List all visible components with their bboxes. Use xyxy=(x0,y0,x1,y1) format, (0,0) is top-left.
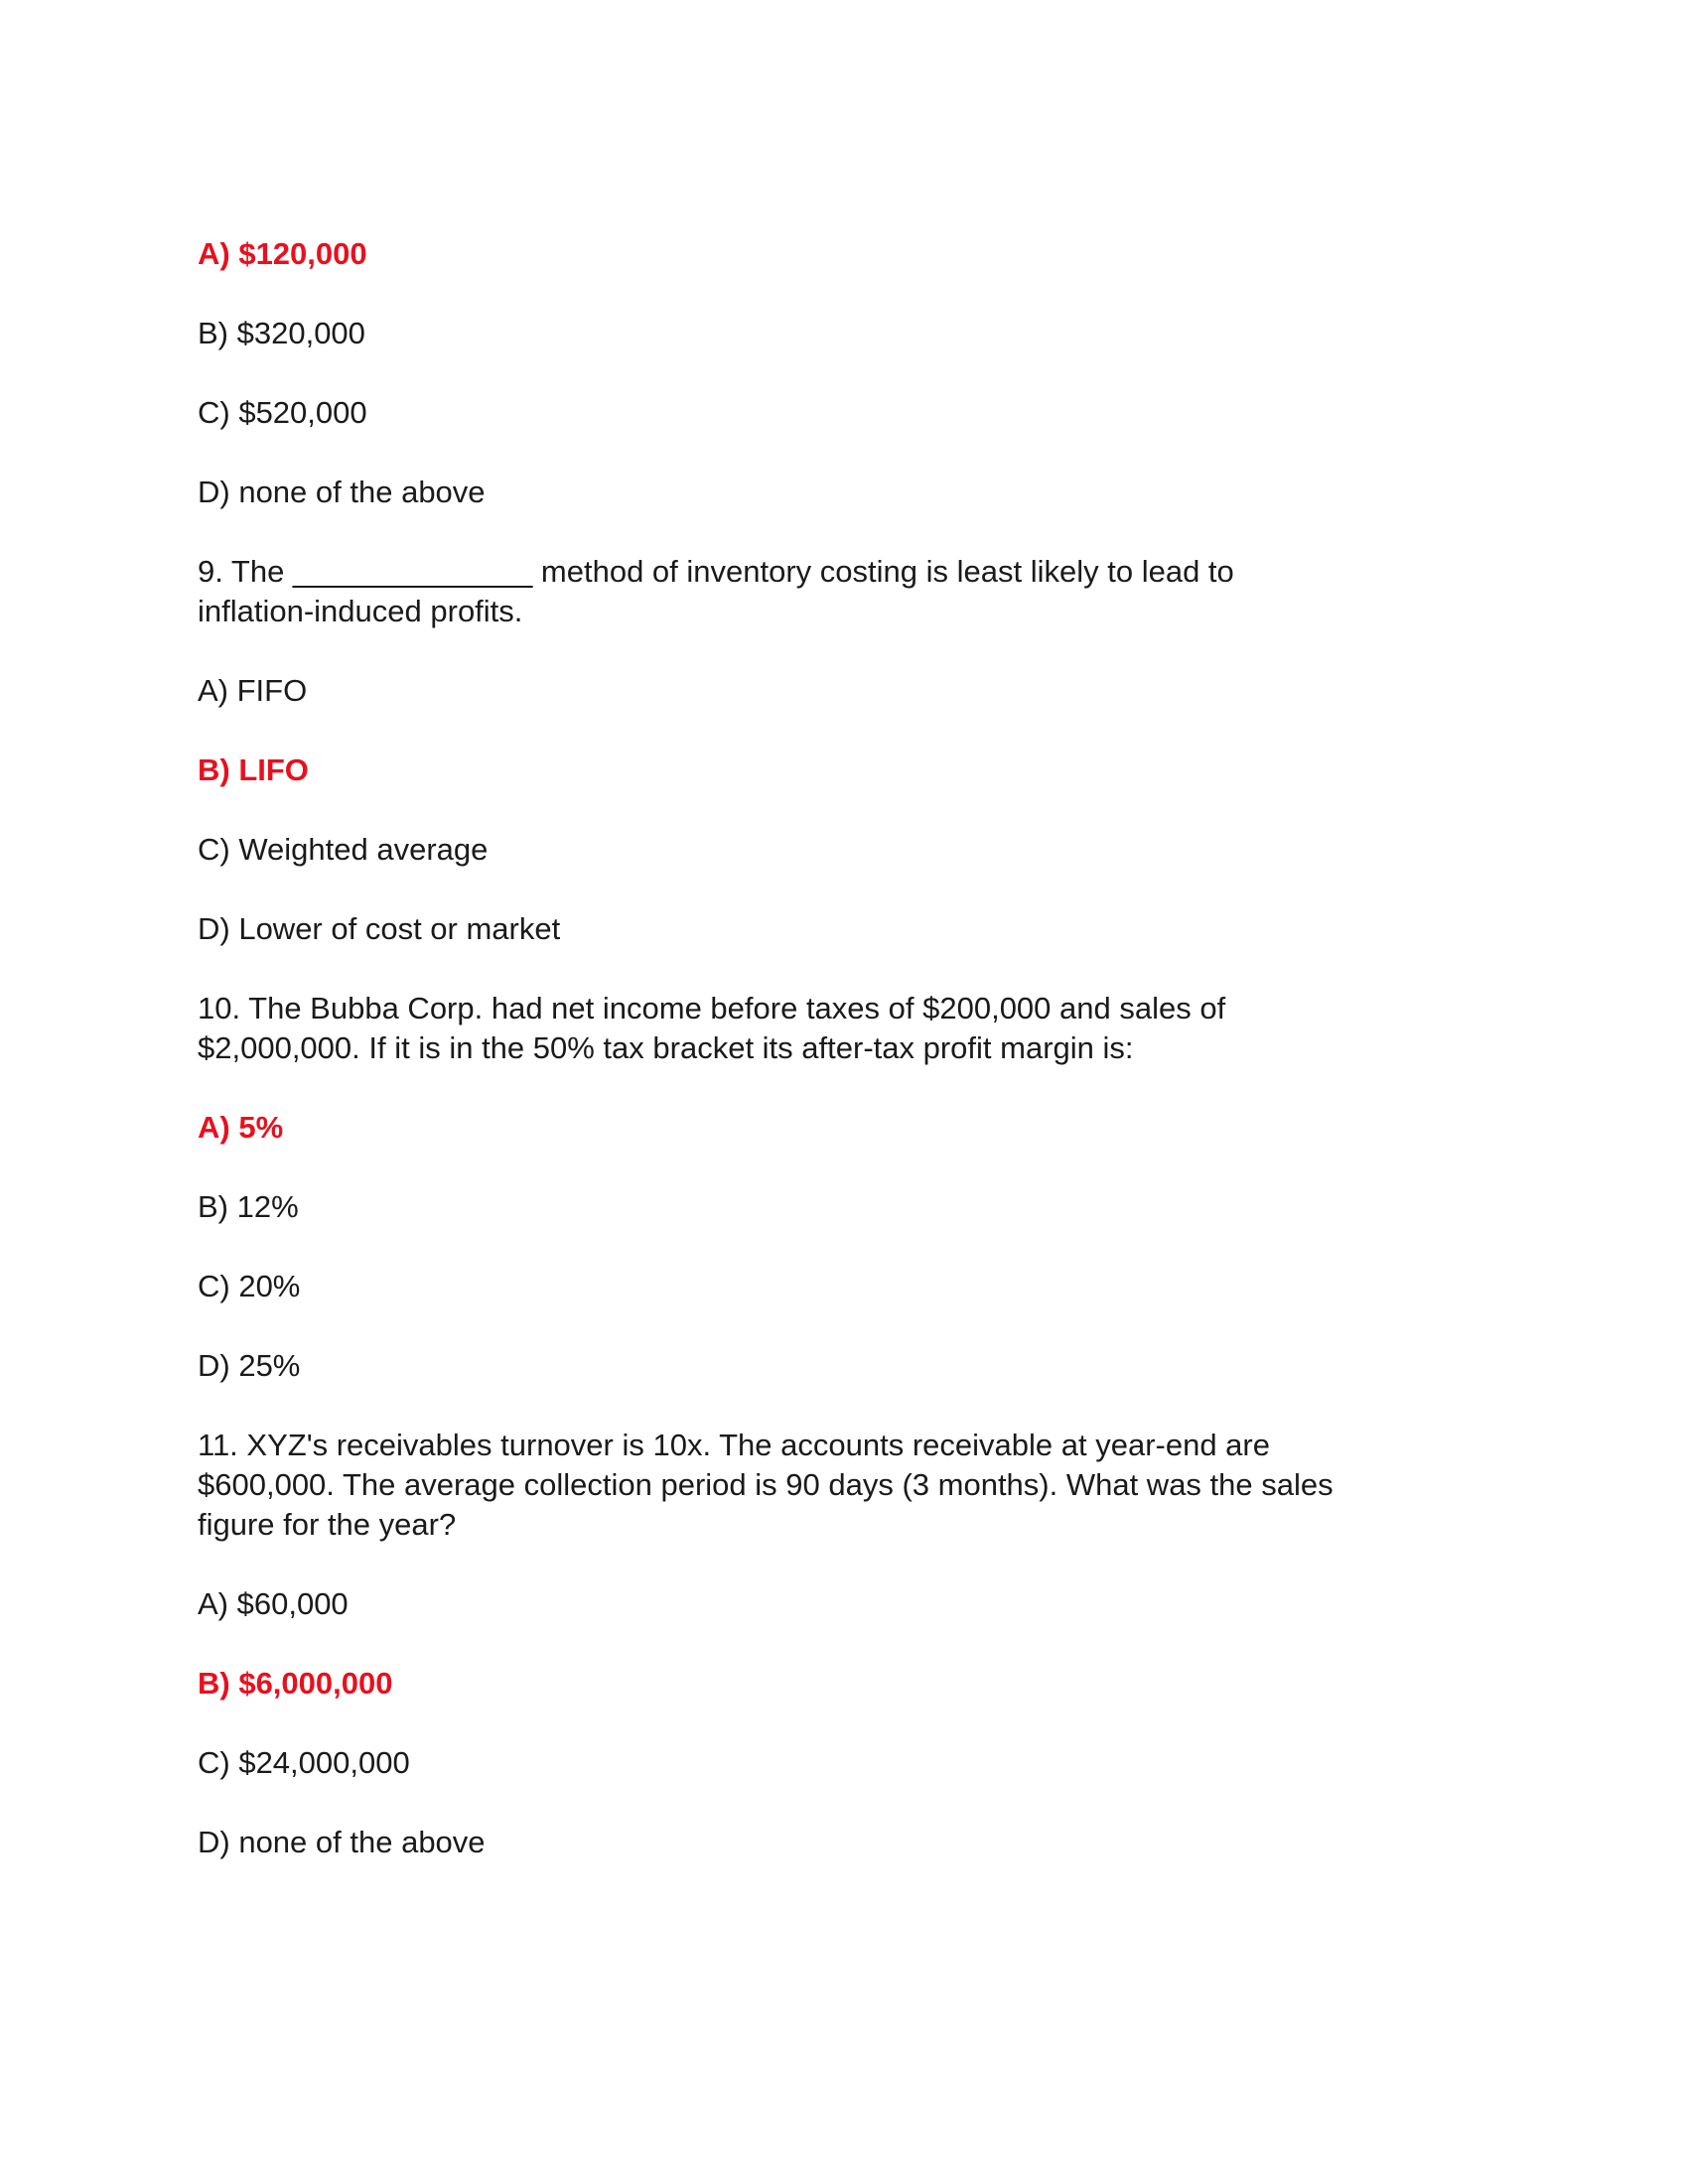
q10-option-b: B) 12% xyxy=(198,1189,299,1224)
q10-option-c: C) 20% xyxy=(198,1269,301,1303)
q9-question-line-1: 9. The ______________ method of inventory costing is least likely to lead to xyxy=(198,554,1234,589)
q9-option-d: D) Lower of cost or market xyxy=(198,911,561,946)
q8-option-c: C) $520,000 xyxy=(198,395,367,430)
q10-question-line-2: $2,000,000. If it is in the 50% tax bracket its after-tax profit margin is: xyxy=(198,1030,1134,1065)
q11-question-line-3: figure for the year? xyxy=(198,1507,457,1542)
q10-option-a-correct: A) 5% xyxy=(198,1110,284,1145)
q11-question-line-1: 11. XYZ's receivables turnover is 10x. The accounts receivable at year-end are xyxy=(198,1428,1270,1462)
q11-option-c: C) $24,000,000 xyxy=(198,1745,410,1780)
q10-option-d: D) 25% xyxy=(198,1348,301,1383)
q9-option-c: C) Weighted average xyxy=(198,832,489,867)
q11-option-d: D) none of the above xyxy=(198,1825,486,1859)
q8-option-b: B) $320,000 xyxy=(198,316,365,350)
q8-option-a-correct: A) $120,000 xyxy=(198,236,367,271)
q11-option-b-correct: B) $6,000,000 xyxy=(198,1666,393,1701)
q9-question-line-2: inflation-induced profits. xyxy=(198,594,523,628)
q9-option-b-correct: B) LIFO xyxy=(198,752,309,787)
q11-question-line-2: $600,000. The average collection period is 90 days (3 months). What was the sales xyxy=(198,1467,1334,1502)
q10-question-line-1: 10. The Bubba Corp. had net income before taxes of $200,000 and sales of xyxy=(198,991,1226,1025)
q9-option-a: A) FIFO xyxy=(198,673,308,708)
q11-option-a: A) $60,000 xyxy=(198,1586,349,1621)
q8-option-d: D) none of the above xyxy=(198,475,486,509)
